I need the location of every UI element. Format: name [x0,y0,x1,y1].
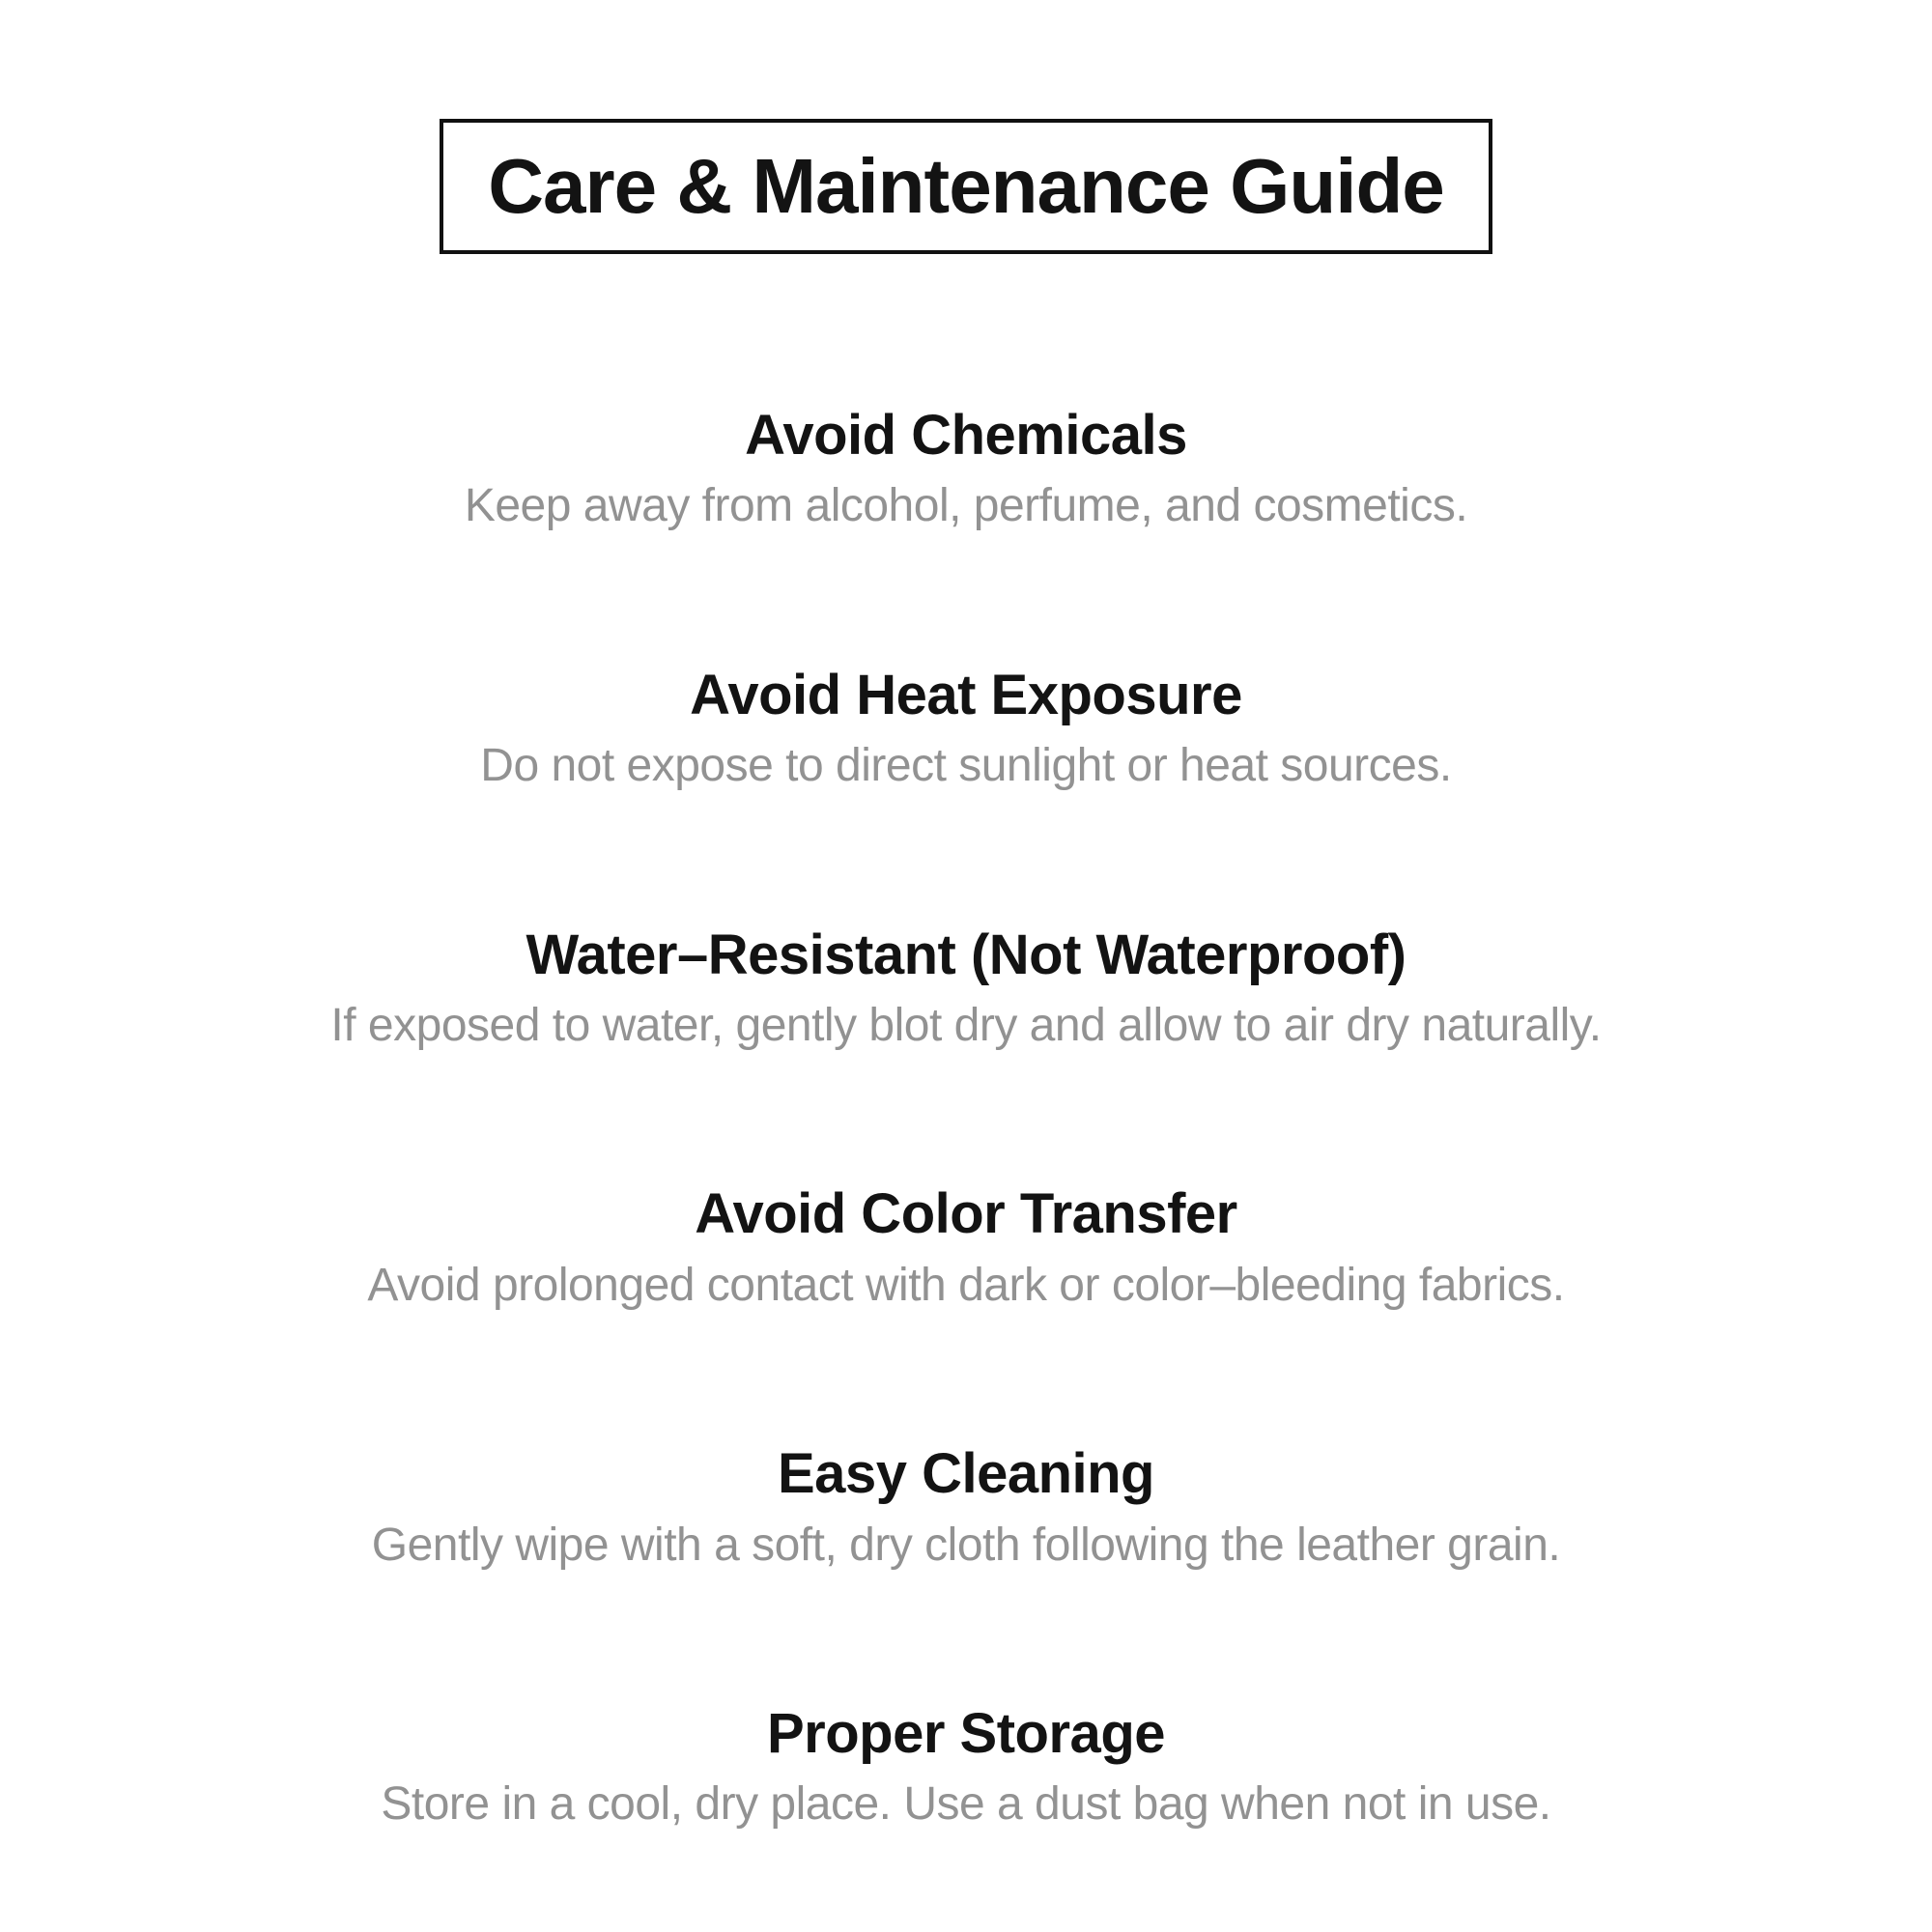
section-heading: Easy Cleaning [778,1442,1154,1506]
section-heading: Proper Storage [767,1701,1165,1765]
section-avoid-color-transfer [0,1178,1932,1316]
section-avoid-heat-exposure [0,659,1932,797]
section-description: Store in a cool, dry place. Use a dust bag when not in use. [381,1778,1551,1831]
sections-list [0,399,1932,1835]
section-description: Do not expose to direct sunlight or heat sources. [480,740,1452,792]
section-description: If exposed to water, gently blot dry and allow to air dry naturally. [330,999,1602,1051]
section-heading: Avoid Chemicals [745,404,1187,467]
section-proper-storage [0,1697,1932,1835]
section-description: Avoid prolonged contact with dark or color–bleeding fabrics. [367,1259,1565,1311]
section-water-resistant [0,919,1932,1057]
section-heading: Water–Resistant (Not Waterproof) [526,923,1406,986]
title-box [440,119,1492,254]
section-avoid-chemicals [0,399,1932,537]
section-description: Gently wipe with a soft, dry cloth following the leather grain. [371,1519,1561,1571]
section-heading: Avoid Heat Exposure [690,663,1242,726]
section-description: Keep away from alcohol, perfume, and cosmetics. [464,480,1468,532]
page-title: Care & Maintenance Guide [488,143,1444,229]
section-easy-cleaning [0,1437,1932,1576]
section-heading: Avoid Color Transfer [695,1182,1237,1246]
